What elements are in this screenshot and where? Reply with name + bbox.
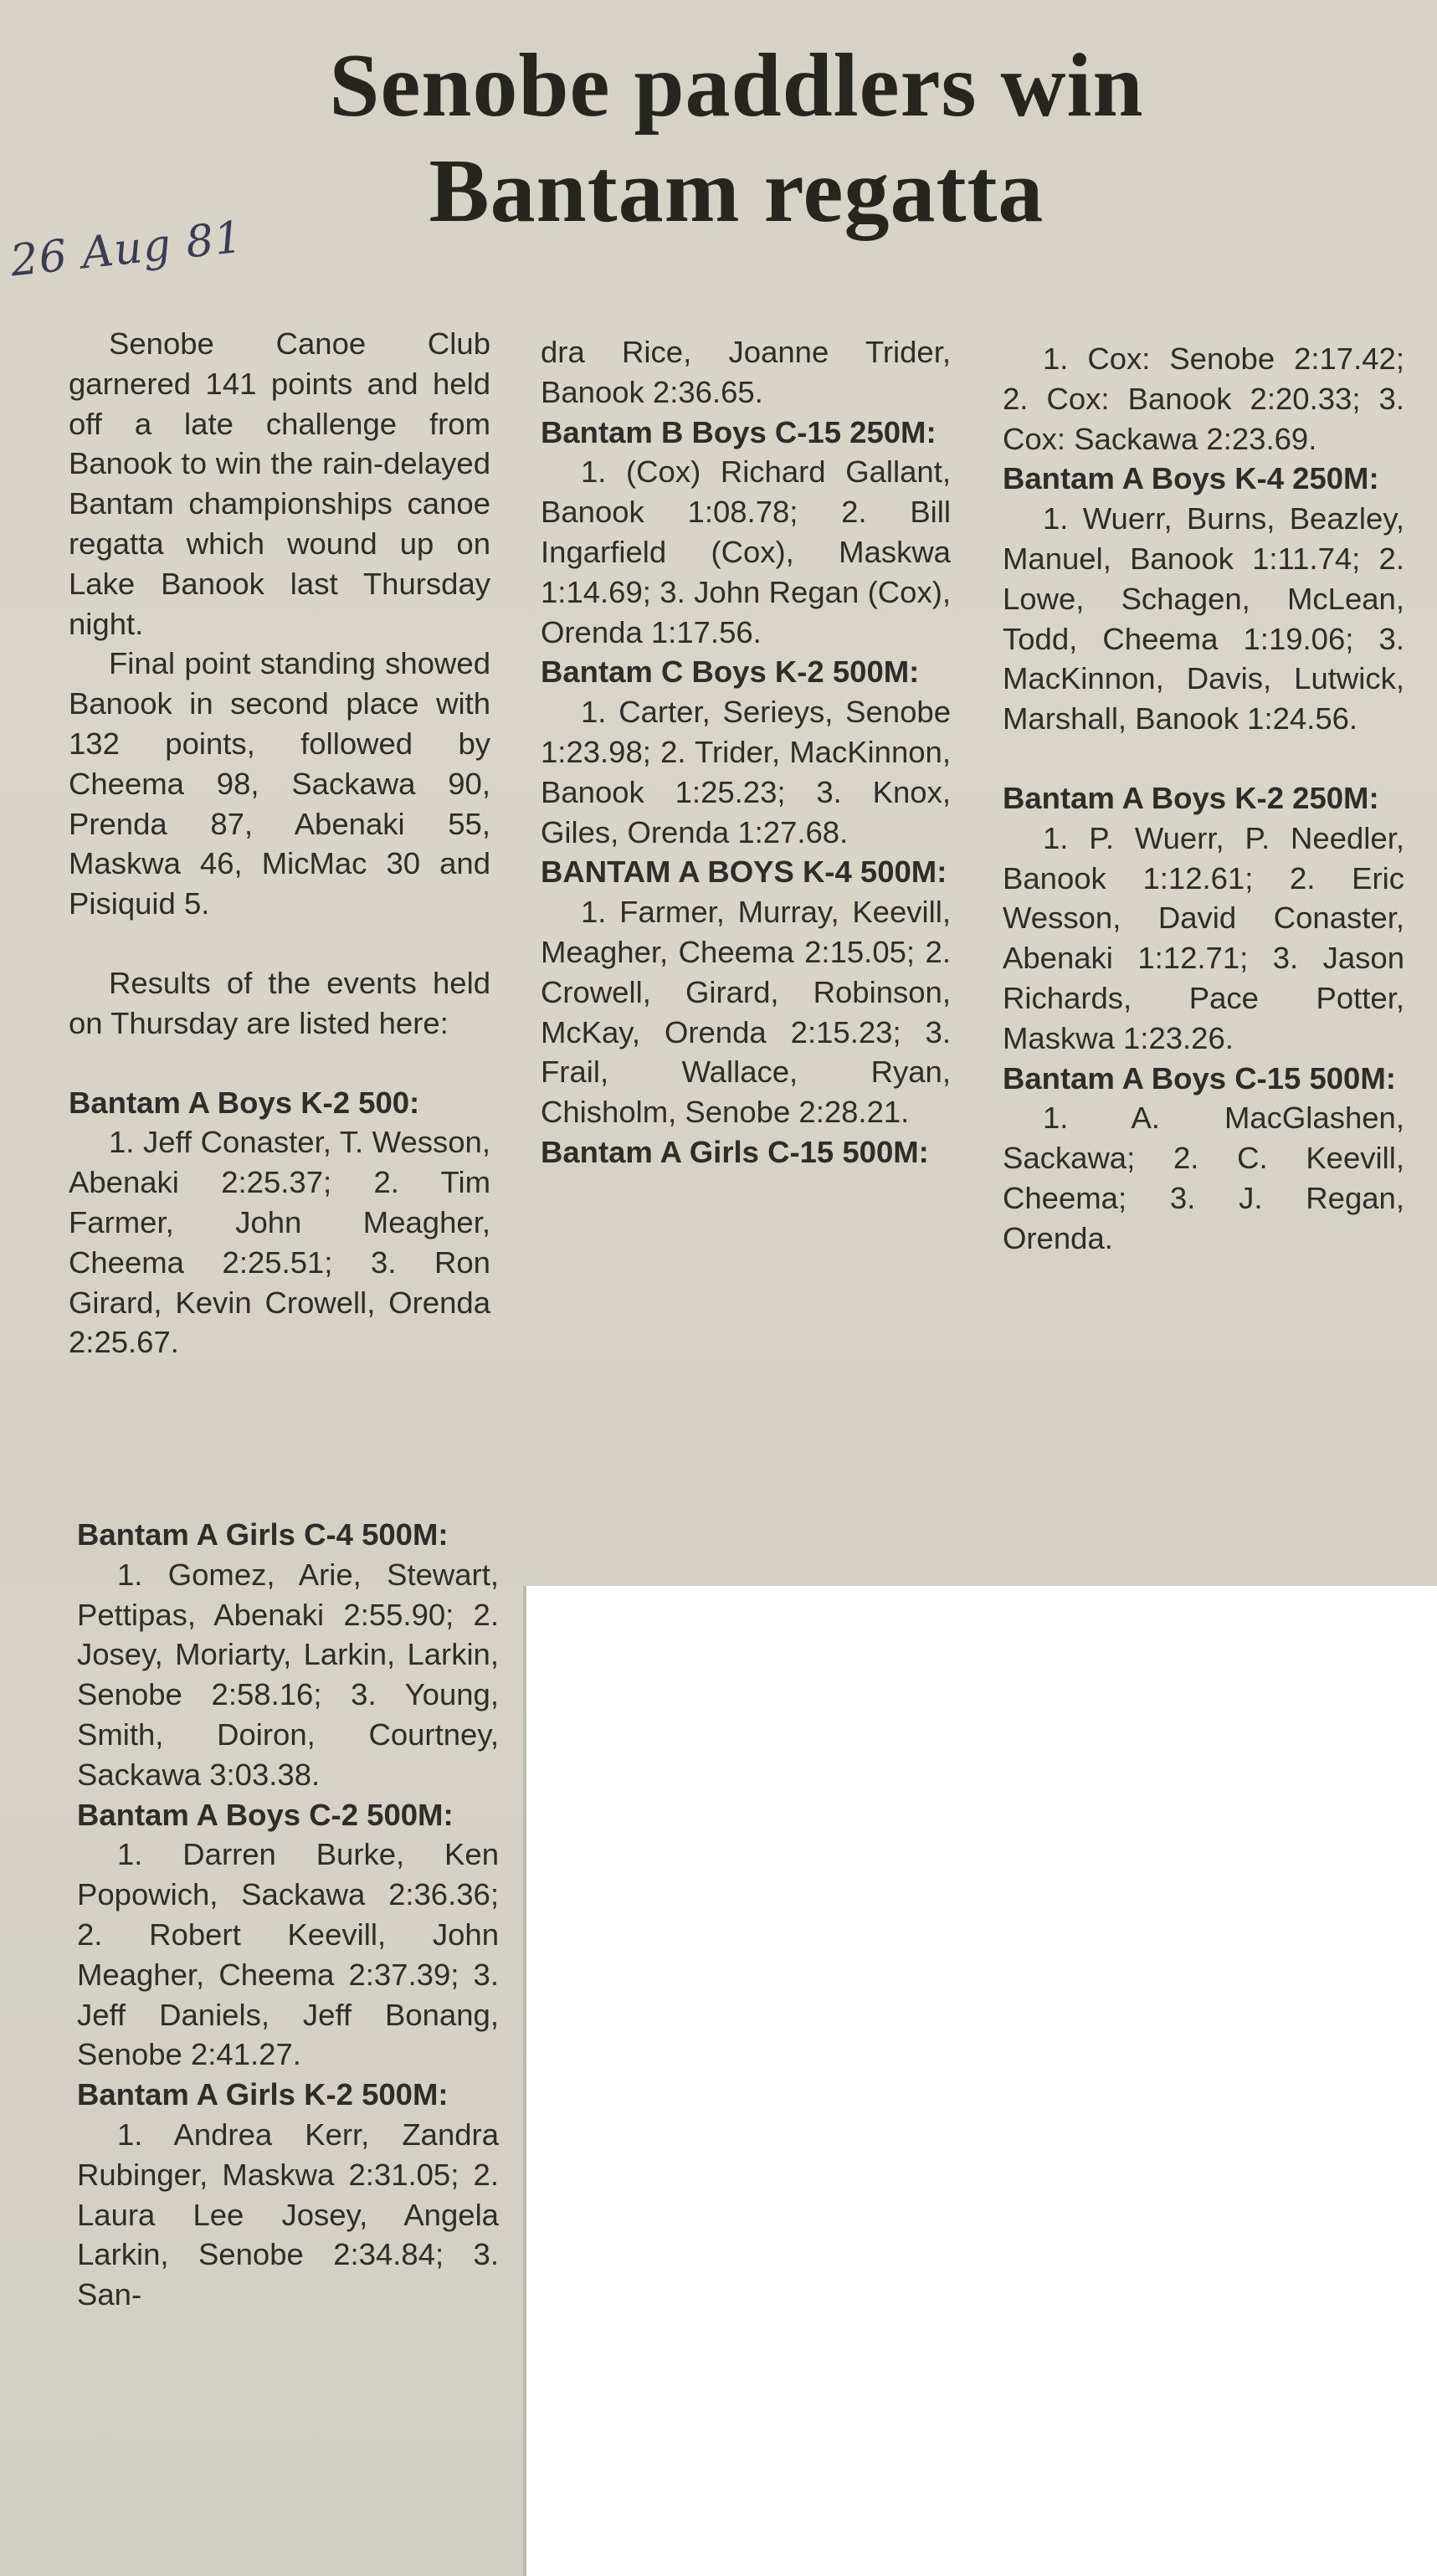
event-heading: Bantam A Boys K-4 250M: — [1003, 461, 1379, 496]
event-heading: Bantam A Girls C-4 500M: — [77, 1517, 449, 1552]
column-1-continued — [77, 1515, 499, 2315]
event-results: 1. Andrea Kerr, Zandra Rubinger, Maskwa 2:31.05; 2. Laura Lee Josey, Angela Larkin, Senobe 2:34.84; 3. San- — [77, 2117, 499, 2312]
intro-paragraph: Senobe Canoe Club garnered 141 points and held off a late challenge from Banook to win the rain-delayed Bantam championships canoe regatta which wound up on Lake Banook last Thursday night. — [69, 326, 490, 641]
event-heading: Bantam A Boys C-2 500M: — [77, 1797, 454, 1832]
event-heading: Bantam B Boys C-15 250M: — [541, 414, 937, 449]
headline-line-2: Bantam regatta — [429, 141, 1044, 241]
column-1 — [69, 324, 490, 1362]
clipping-edge — [523, 1586, 526, 2576]
event-results: 1. (Cox) Richard Gallant, Banook 1:08.78; 2. Bill Ingarfield (Cox), Maskwa 1:14.69; 3. John Regan (Cox), Orenda 1:17.56. — [541, 454, 951, 649]
article-headline — [167, 33, 1306, 244]
event-heading: Bantam A Boys K-2 500: — [69, 1085, 420, 1120]
results-intro: Results of the events held on Thursday are listed here: — [69, 965, 490, 1040]
event-heading: BANTAM A BOYS K-4 500M: — [541, 854, 947, 890]
event-heading: Bantam A Girls C-15 500M: — [541, 1134, 929, 1169]
event-heading: Bantam A Boys K-2 250M: — [1003, 780, 1379, 815]
handwritten-date: 26 Aug 81 — [8, 212, 246, 287]
column-3 — [1003, 339, 1404, 1259]
event-heading: Bantam C Boys K-2 500M: — [541, 654, 920, 690]
event-results: 1. A. MacGlashen, Sackawa; 2. C. Keevill, Cheema; 3. J. Regan, Orenda. — [1003, 1101, 1404, 1255]
event-results: 1. Farmer, Murray, Keevill, Meagher, Cheema 2:15.05; 2. Crowell, Girard, Robinson, McKay, Orenda 2:15.23; 3. Frail, Wallace, Ryan, Chisholm, Senobe 2:28.21. — [541, 895, 951, 1130]
event-results: 1. Carter, Serieys, Senobe 1:23.98; 2. Trider, MacKinnon, Banook 1:25.23; 3. Knox, Giles, Orenda 1:27.68. — [541, 695, 951, 849]
event-heading: Bantam A Girls K-2 500M: — [77, 2077, 449, 2112]
event-results: dra Rice, Joanne Trider, Banook 2:36.65. — [541, 335, 951, 409]
event-results: 1. Jeff Conaster, T. Wesson, Abenaki 2:25.37; 2. Tim Farmer, John Meagher, Cheema 2:25.51; 3. Ron Girard, Kevin Crowell, Orenda 2:25.67. — [69, 1125, 490, 1360]
standings-paragraph: Final point standing showed Banook in second place with 132 points, followed by Cheema 98, Sackawa 90, Prenda 87, Abenaki 55, Maskwa 46, MicMac 30 and Pisiquid 5. — [69, 646, 490, 921]
event-results: 1. Wuerr, Burns, Beazley, Manuel, Banook 1:11.74; 2. Lowe, Schagen, McLean, Todd, Cheema 1:19.06; 3. MacKinnon, Davis, Lutwick, Marshall, Banook 1:24.56. — [1003, 501, 1404, 736]
column-2 — [541, 332, 951, 1173]
event-results: 1. Gomez, Arie, Stewart, Pettipas, Abenaki 2:55.90; 2. Josey, Moriarty, Larkin, Larkin, Senobe 2:58.16; 3. Young, Smith, Doiron, Courtney, Sackawa 3:03.38. — [77, 1557, 499, 1792]
event-results: 1. Darren Burke, Ken Popowich, Sackawa 2:36.36; 2. Robert Keevill, John Meagher, Cheema 2:37.39; 3. Jeff Daniels, Jeff Bonang, Senobe 2:41.27. — [77, 1837, 499, 2072]
event-results: 1. P. Wuerr, P. Needler, Banook 1:12.61; 2. Eric Wesson, David Conaster, Abenaki 1:12.71; 3. Jason Richards, Pace Potter, Maskwa 1:23.26. — [1003, 820, 1404, 1055]
event-results: 1. Cox: Senobe 2:17.42; 2. Cox: Banook 2:20.33; 3. Cox: Sackawa 2:23.69. — [1003, 341, 1404, 456]
event-heading: Bantam A Boys C-15 500M: — [1003, 1060, 1396, 1096]
headline-line-1: Senobe paddlers win — [329, 36, 1144, 136]
